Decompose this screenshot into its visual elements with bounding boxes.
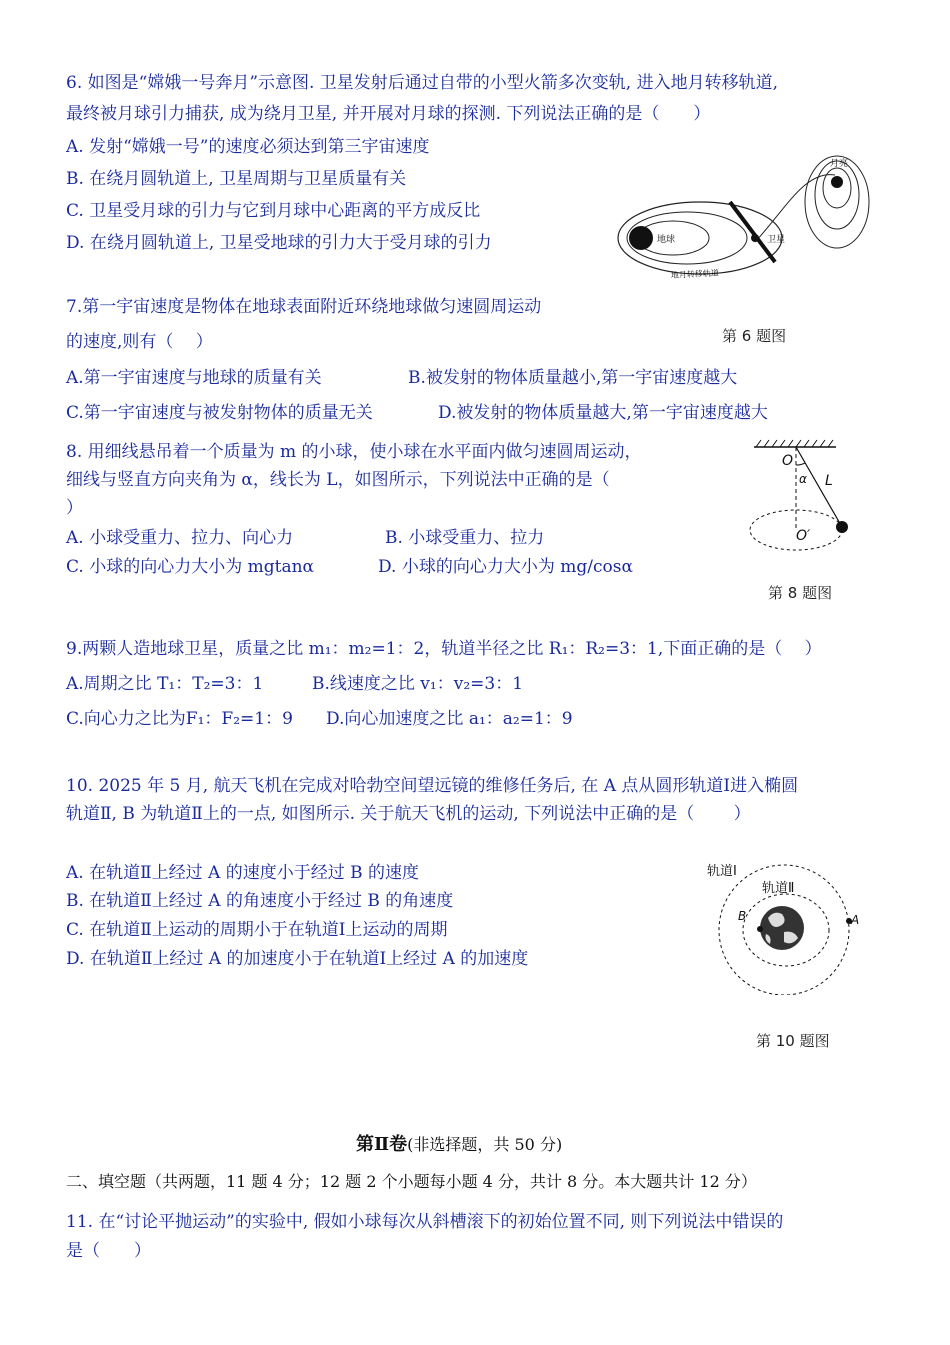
q10-stem-line2: 轨道Ⅱ, B 为轨道Ⅱ上的一点, 如图所示. 关于航天飞机的运动, 下列说法中正确的是（ ） <box>66 804 751 824</box>
part2-title <box>356 1134 562 1156</box>
q10-option-b: B. 在轨道Ⅱ上经过 A 的角速度小于经过 B 的角速度 <box>66 891 454 911</box>
q10-option-c: C. 在轨道Ⅱ上运动的周期小于在轨道Ⅰ上运动的周期 <box>66 920 448 940</box>
q9-option-a: A.周期之比 T₁：T₂=3：1 <box>66 674 264 694</box>
q10-stem-line1: 10. 2025 年 5 月, 航天飞机在完成对哈勃空间望远镜的维修任务后, 在 A 点从圆形轨道Ⅰ进入椭圆 <box>66 776 799 796</box>
part2-title-main: 第Ⅱ卷 <box>356 1134 408 1155</box>
q8-option-d: D. 小球的向心力大小为 mg/cosα <box>378 557 633 577</box>
q11-stem-line2: 是（ ） <box>66 1241 151 1261</box>
q10-option-a: A. 在轨道Ⅱ上经过 A 的速度小于经过 B 的速度 <box>66 863 420 883</box>
angle-arc <box>796 463 805 465</box>
q7-option-b: B.被发射的物体质量越小,第一宇宙速度越大 <box>408 368 738 388</box>
q6-stem-line2: 最终被月球引力捕获, 成为绕月卫星, 并开展对月球的探测. 下列说法正确的是（ ） <box>66 104 711 124</box>
q10-caption: 第 10 题图 <box>756 1032 830 1050</box>
orbit-2-label: 轨道Ⅱ <box>762 881 795 896</box>
q8-caption: 第 8 题图 <box>768 584 833 602</box>
q9-option-d: D.向心加速度之比 a₁：a₂=1：9 <box>326 709 573 729</box>
satellite-label: 卫星 <box>767 235 786 245</box>
q6-caption: 第 6 题图 <box>722 327 787 345</box>
q9-stem: 9.两颗人造地球卫星，质量之比 m₁：m₂=1：2，轨道半径之比 R₁：R₂=3：1,下面正确的是（ ） <box>66 639 822 659</box>
q7-stem-line1: 7.第一宇宙速度是物体在地球表面附近环绕地球做匀速圆周运动 <box>66 297 542 317</box>
q6-option-a: A. 发射“嫦娥一号”的速度必须达到第三宇宙速度 <box>66 137 430 157</box>
string-line <box>796 447 842 527</box>
q8-figure <box>748 435 878 565</box>
moon-icon <box>831 176 843 188</box>
transfer-orbit-label: 地月转移轨道 <box>670 268 720 280</box>
q8-stem-line2: 细线与竖直方向夹角为 α，线长为 L，如图所示，下列说法中正确的是（ <box>66 470 610 490</box>
orbit-1-label: 轨道Ⅰ <box>707 864 737 879</box>
label-b: B <box>738 909 747 923</box>
ball-icon <box>836 521 848 533</box>
q6-option-d: D. 在绕月圆轨道上, 卫星受地球的引力大于受月球的引力 <box>66 233 492 253</box>
q10-option-d: D. 在轨道Ⅱ上经过 A 的加速度小于在轨道Ⅰ上经过 A 的加速度 <box>66 949 529 969</box>
q6-stem-line1: 6. 如图是“嫦娥一号奔月”示意图. 卫星发射后通过自带的小型火箭多次变轨, 进入地月转移轨道, <box>66 73 779 93</box>
label-l: L <box>825 473 833 489</box>
moon-orbit-outer <box>805 156 869 248</box>
q6-option-b: B. 在绕月圆轨道上, 卫星周期与卫星质量有关 <box>66 169 407 189</box>
q9-option-b: B.线速度之比 v₁：v₂=3：1 <box>312 674 524 694</box>
earth-label: 地球 <box>657 235 676 245</box>
q8-stem-line1: 8. 用细线悬吊着一个质量为 m 的小球，使小球在水平面内做匀速圆周运动， <box>66 442 642 462</box>
ceiling-hatch <box>756 440 833 447</box>
q6-figure <box>615 150 895 285</box>
earth-icon <box>760 906 804 950</box>
q8-option-b: B. 小球受重力、拉力 <box>385 528 545 548</box>
q8-stem-line3: ） <box>66 498 83 518</box>
q7-option-d: D.被发射的物体质量越大,第一宇宙速度越大 <box>438 403 768 423</box>
label-a: A <box>851 913 860 927</box>
point-b <box>757 926 763 932</box>
q9-option-c: C.向心力之比为F₁：F₂=1：9 <box>66 709 293 729</box>
q11-stem-line1: 11. 在“讨论平抛运动”的实验中, 假如小球每次从斜槽滚下的初始位置不同, 则下列说法中错误的 <box>66 1212 784 1232</box>
q7-option-a: A.第一宇宙速度与地球的质量有关 <box>66 368 322 388</box>
q8-option-a: A. 小球受重力、拉力、向心力 <box>66 528 294 548</box>
q8-option-c: C. 小球的向心力大小为 mgtanα <box>66 557 315 577</box>
label-o: O <box>782 453 794 469</box>
earth-icon <box>629 226 653 250</box>
q7-stem-line2: 的速度,则有（ ） <box>66 332 213 352</box>
q7-option-c: C.第一宇宙速度与被发射物体的质量无关 <box>66 403 373 423</box>
moon-orbit-mid <box>815 161 859 229</box>
part2-title-sub: (非选择题，共 50 分) <box>407 1135 563 1154</box>
label-o-prime: O′ <box>796 528 811 544</box>
part2-section-heading: 二、填空题（共两题，11 题 4 分；12 题 2 个小题每小题 4 分，共计 8 分。本大题共计 12 分） <box>66 1172 757 1191</box>
q6-option-c: C. 卫星受月球的引力与它到月球中心距离的平方成反比 <box>66 201 481 221</box>
q10-figure <box>700 860 875 995</box>
satellite-icon <box>751 234 759 242</box>
moon-label: 月亮 <box>830 159 849 169</box>
label-alpha: α <box>799 472 807 486</box>
